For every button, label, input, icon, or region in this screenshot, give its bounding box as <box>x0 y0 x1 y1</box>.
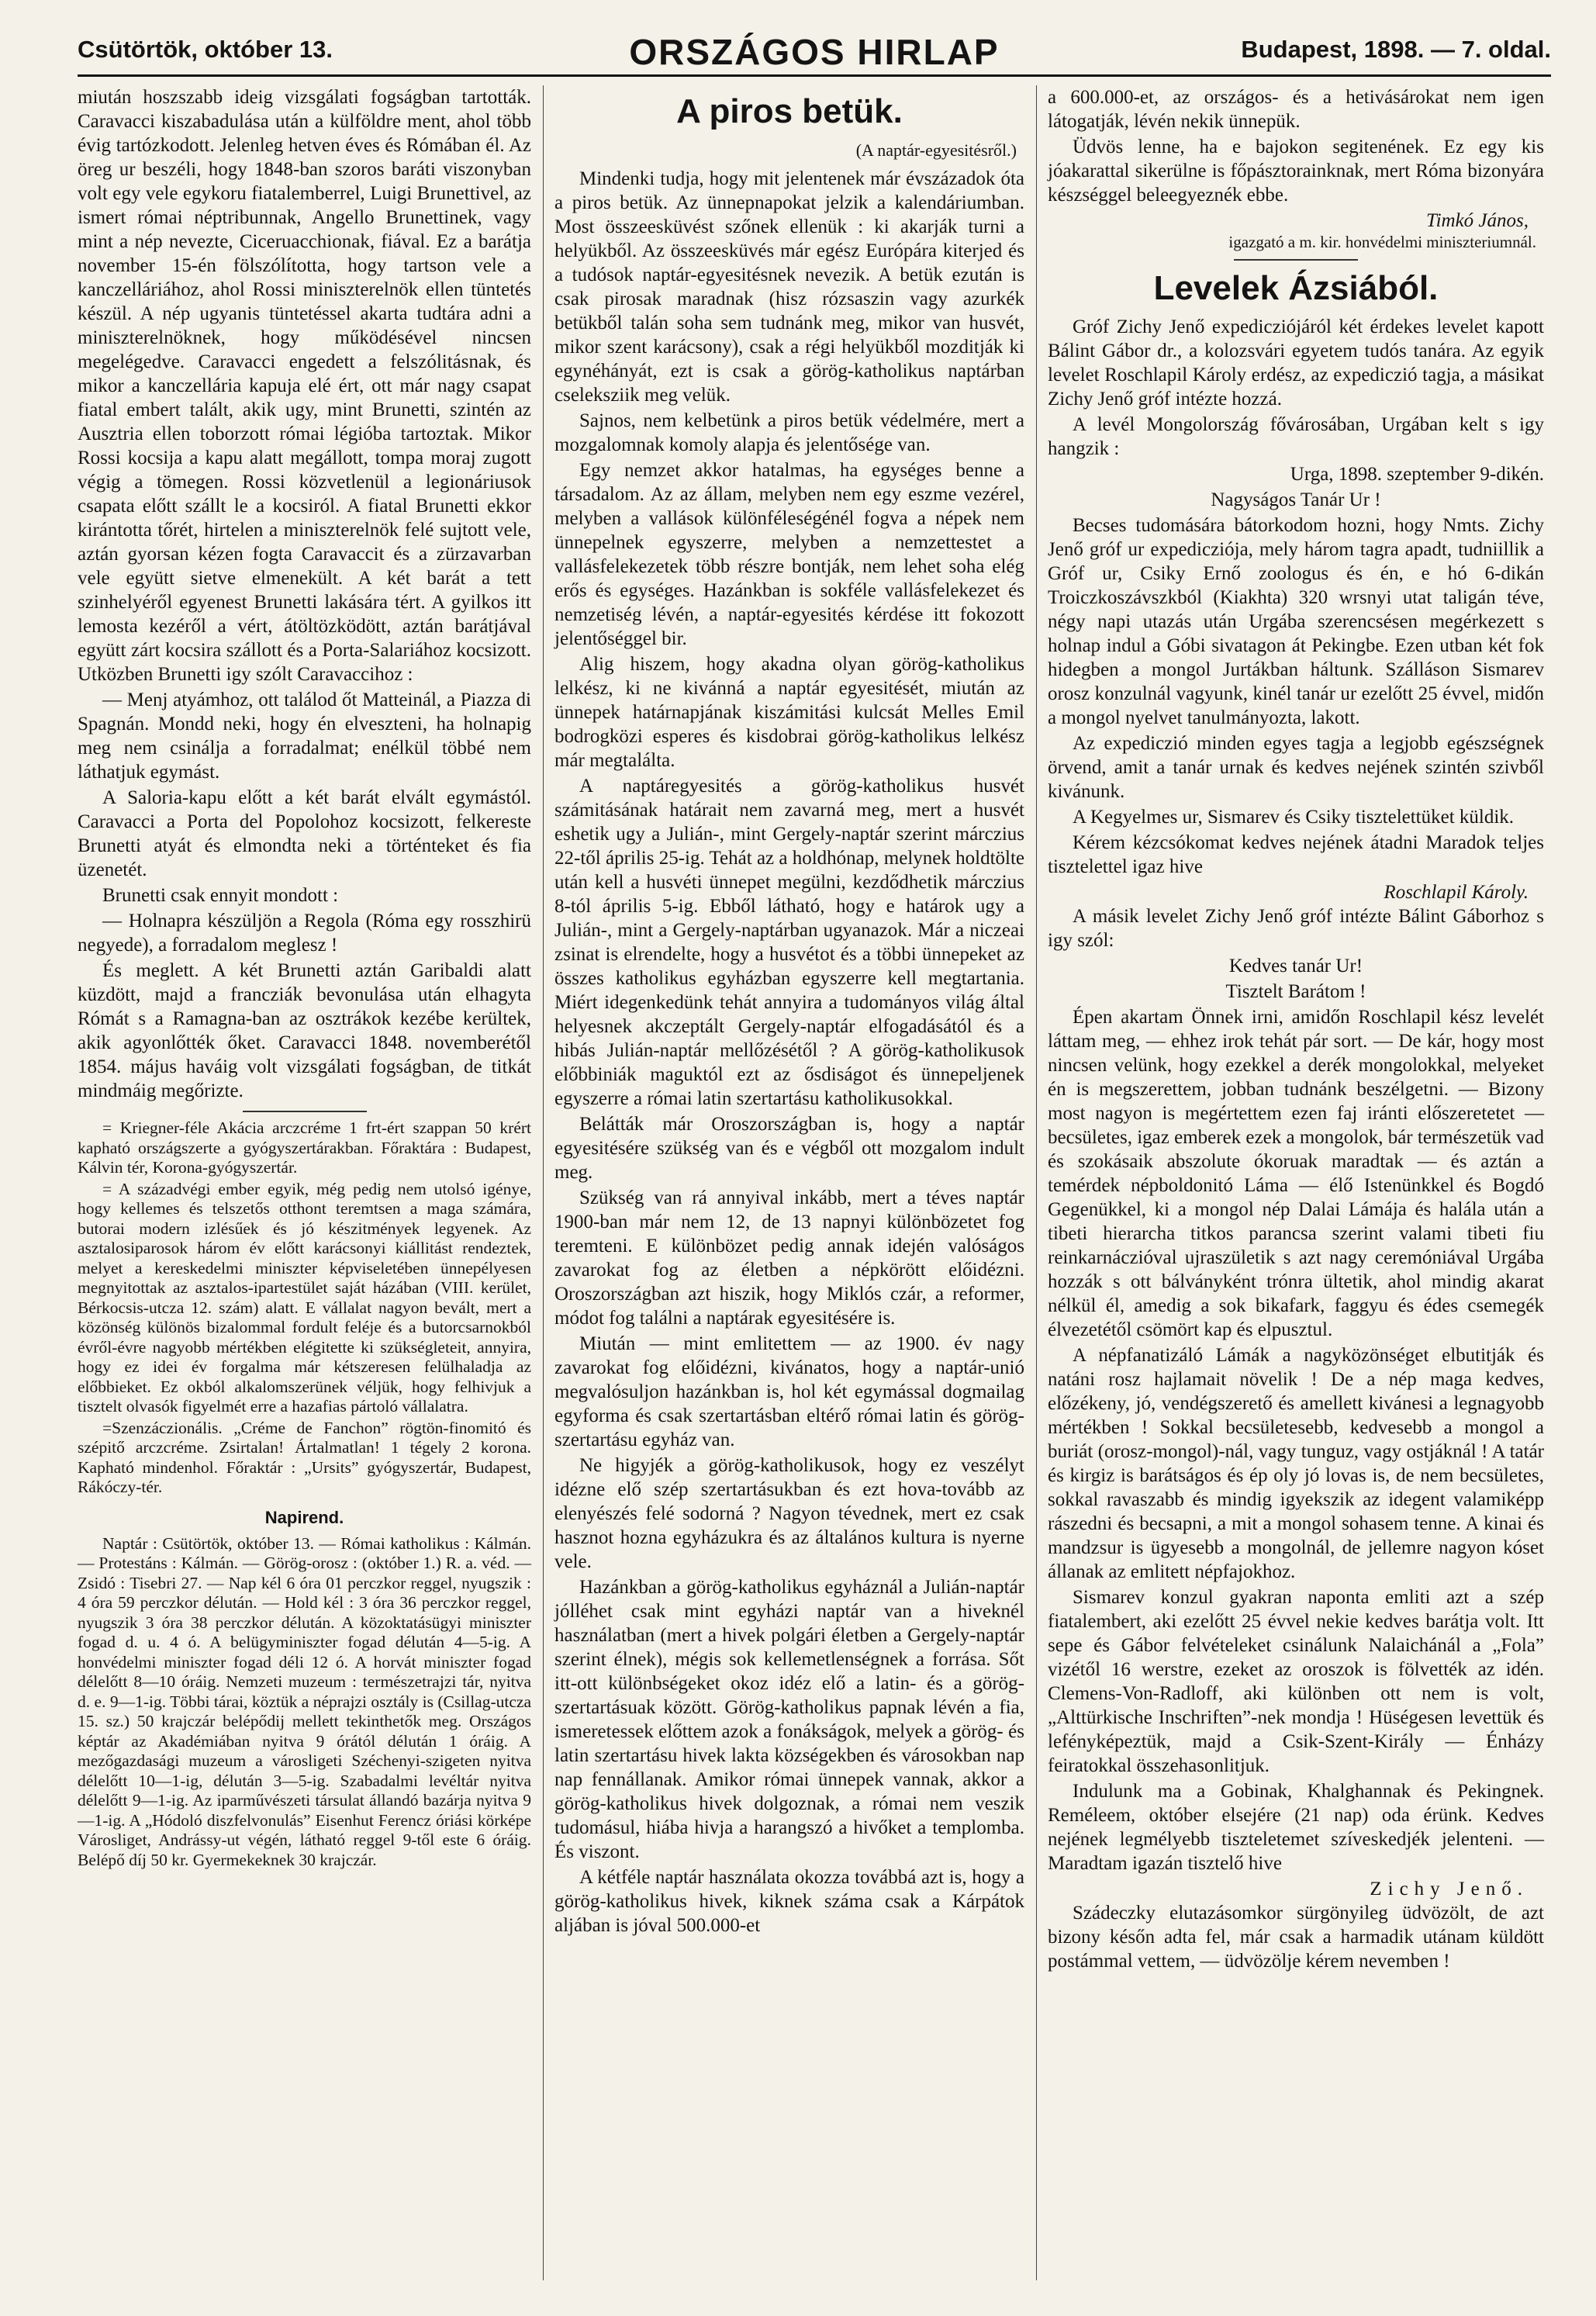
column-3 <box>1048 85 1544 2288</box>
section-heading: Napirend. <box>264 1507 344 1527</box>
article-paragraph: Hazánkban a görög-katholikus egyháznál a Julián-naptár jólléhet csak mint egyházi naptár van a hiveknél használatban (mert a hivek polgári életben a Gergely-naptár szerint élnek), mégis sok kellemetlenségnek a forrása. Sőt itt-ott különbségeket okoz idéz elő a latin- és a görög-szertartásuak között. Görög-katholikus papnak lévén a fia, ismeretessek előttem azok a fonákságok, melyek a görög- és latin szertartásu hivek lakta községekben és városokban nap nap fennállanak. Amikor római ünnepek vannak, akkor a görög-katholikus hivek dolgoznak, a római nem veszik tudomásul, hiába hivja a harangszó a hivőket a templomba. És viszont. <box>554 1577 1024 1862</box>
article-paragraph: a 600.000-et, az országos- és a hetivásárokat nem igen látogatják, lévén nekik ünnepük. <box>1048 87 1544 132</box>
letter-paragraph: A Kegyelmes ur, Sismarev és Csiky tisztelettüket küldik. <box>1073 807 1515 828</box>
header-page-number: Budapest, 1898. — 7. oldal. <box>1241 36 1551 63</box>
article-paragraph: — Holnapra készüljön a Regola (Róma egy rosszhirü negyede), a forradalom meglesz ! <box>78 911 531 956</box>
advertisement: = A századvégi ember egyik, még pedig nem utolsó igénye, hogy kellemes és telszetős otthont teremtsen a maga számára, butorai modern izlésűek és jó készitmények legyenek. Az asztalosiparosok három év előtt karácsonyi kiállitást rendeztek, melyet a kereskedelmi miniszter képviseletében ünnepélyesen megnyitottak az asztalos-ipartestület saját házában (VIII. kerület, Bérkocsis-utcza 12. szám) alatt. E vállalat nagyon bevált, mert a közönség különös bizalommal fordult feléje és a butorcsarnokból évről-évre nagyobb mértékben elégitette ki szükségleteit, annyira, hogy ez idei év forgalma már kétszeresen felülhaladja az előbbieket. Ez okból alkalomszerünek véljük, hogy felhivjuk a tisztelt olvasók figyelmét erre a hazafias pártoló vállalatra. <box>78 1179 531 1416</box>
advertisement: =Szenzáczionális. „Créme de Fanchon” rögtön-finomitó és szépitő arczcréme. Zsirtalan! Ártalmatlan! 1 tégely 2 korona. Kapható mindenhol. Főraktár : „Ursits” gyógyszertár, Budapest, Rákóczy-tér. <box>78 1418 531 1496</box>
article-paragraph: A Saloria-kapu előtt a két barát elvált egymástól. Caravacci a Porta del Popolohoz kocsizott, felkereste Brunetti atyát és elmondta neki a történteket és fia üzenetét. <box>78 787 531 880</box>
letter-dateline: Urga, 1898. szeptember 9-dikén. <box>1290 464 1544 485</box>
column-1 <box>78 85 531 2288</box>
article-paragraph: Brunetti csak ennyit mondott : <box>102 885 339 906</box>
advertisement: = Kriegner-féle Akácia arczcréme 1 frt-ért szappan 50 krért kapható országszerte a gyógyszertárakban. Főraktára : Budapest, Kálvin tér, Korona-gyógyszertár. <box>78 1118 531 1177</box>
column-rule <box>1036 85 1037 2280</box>
article-subtitle: (A naptár-egyesitésről.) <box>855 140 1017 160</box>
article-paragraph: A másik levelet Zichy Jenő gróf intézte Bálint Gáborhoz s igy szól: <box>1048 906 1544 951</box>
letter-salutation: Nagyságos Tanár Ur ! <box>1211 489 1381 510</box>
article-paragraph: Alig hiszem, hogy akadna olyan görög-katholikus lelkész, ki ne kivánná a naptár egyesitését, miután az ünnepek határnapjának kiszámitási kulcsát Melles Emil bodrogközi esperes és kisdobrai görög-katholikus lelkész már megtalálta. <box>554 654 1024 771</box>
column-2 <box>554 85 1024 2288</box>
letter-signature: Roschlapil Károly. <box>1384 882 1529 903</box>
article-paragraph: Miután — mint emlitettem — az 1900. év nagy zavarokat fog előidézni, kivánatos, hogy a naptár-unió megvalósuljon hazánkban is, hol két egymással dogmailag egyforma és csak szertartásban eltérő római latin és görög-szertartásu egyház van. <box>554 1333 1024 1450</box>
agenda-text: Naptár : Csütörtök, október 13. — Római katholikus : Kálmán. — Protestáns : Kálmán. — Görög-orosz : (október 1.) R. a. véd. — Zsidó : Tisebri 27. — Nap kél 6 óra 01 perczkor reggel, nyugszik : 4 óra 59 perczkor délután. — Hold kél : 3 óra 36 perczkor reggel, nyugszik 3 óra 38 perczkor délután. A közoktatásügyi miniszter fogad d. u. 4 ó. A belügyminiszter fogad délután 4—5-ig. A honvédelmi miniszter fogad déli 12 ó. A horvát miniszter fogad délelőtt 8—10 óráig. Nemzeti muzeum : természetrajzi tár, nyitva d. e. 9—1-ig. Többi tárai, köztük a néprajzi osztály is (Csillag-utcza 15. sz.) 50 krajczár belépődij mellett tekinthetők meg. Országos képtár az Akadémiában nyitva 9 órától délután 1 óráig. A mezőgazdasági muzeum a városligeti Széchenyi-szigeten nyitva délelőtt 10—1-ig, délután 3—5-ig. Szabadalmi levéltár nyitva délelőtt 9—1-ig. Az iparművészeti társulat állandó bazárja nyitva 9—1-ig. A „Hódoló diszfelvonulás” Eisenhut Ferencz óriási körképe Városliget, Andrássy-ut végén, látható reggel 9-től este 6 óráig. Belépő díj 50 kr. Gyermekeknek 30 krajczár. <box>78 1533 531 1869</box>
article-paragraph: A levél Mongolország fővárosában, Urgában kelt s igy hangzik : <box>1048 414 1544 459</box>
section-divider <box>243 1111 367 1112</box>
article-paragraph: A kétféle naptár használata okozza továbbá azt is, hogy a görög-katholikus hivek, kiknek száma csak a Kárpátok aljában is jóval 500.000-et <box>554 1867 1024 1936</box>
signature-role: igazgató a m. kir. honvédelmi miniszteriumnál. <box>1228 233 1536 251</box>
article-paragraph: Mindenki tudja, hogy mit jelentenek már évszázadok óta a piros betük. Az ünnepnapokat jelzik a kalendáriumban. Most összeesküvést szőnek ellenük : ki akarják turni a helyükből. Az összeesküvés már egész Európára kiterjed és a tudósok naptár-egyesitésnek nevezik. A betük ezután is csak pirosak maradnak (hisz rózsaszin vagy azurkék betükből talán soha sem tudnánk meg, mikor van husvét, mikor szent karácsony), csak a régi helyükből mozditják ki egynéhányát, ezt is csak a görög-katholikus naptárban cseleksziik meg velük. <box>554 168 1024 406</box>
article-paragraph: Sajnos, nem kelbetünk a piros betük védelmére, mert a mozgalomnak komoly alapja és jelentősége van. <box>554 410 1024 455</box>
letter-paragraph: Sismarev konzul gyakran naponta emliti azt a szép fiatalembert, aki ezelőtt 25 évvel nekie kedves barátja volt. Itt sepe és Gábor felvételeket csinálunk Nalaichánál a „Fola” vizétől 16 werstre, ezeket az oroszok is fölvették az idén. Clemens-Von-Radloff, aki különben ott nem is volt, „Alttürkische Inschriften”-nek mondja ! Hüségesen levettük és lefényképeztük, majd a Csik-Szent-Király — Énházy feiratokkal összehasonlitjuk. <box>1048 1587 1544 1776</box>
article-paragraph: A naptáregyesités a görög-katholikus husvét számitásának határait nem zavarná meg, mert a husvét eshetik ugy a Julián-, mint Gergely-naptár szerint márczius 22-től április 25-ig. Tehát az a holdhónap, melynek holdtölte után kell a husvéti ünnepet megülni, kezdődhetik márczius 8-tól április 5-ig. Ebből látható, hogy e határok ugy a Julián-, mint a Gergely-naptárban ugyanazok. Már a niczeai zsinat is elrendelte, hogy a husvétot és a többi ünnepeket az összes katholikus egyházban egyszerre kell megtartania. Miért idegenkedünk tehát annyira a tudományos világ által helyesnek akczeptált Gergely-naptár elfogadásától és a hibás Julián-naptár mellőzésétől ? A görög-katholikusok előbbiniák maguktól ezt az ősdiságot és ünnepeljenek egyszerre a római latin szertartásu katholikusokkal. <box>554 776 1024 1109</box>
letter-salutation: Tisztelt Barátom ! <box>1225 981 1366 1002</box>
page-header <box>78 5 1551 77</box>
letter-paragraph: Az expediczió minden egyes tagja a legjobb egészségnek örvend, amit a tanár urnak és kedves nejének szintén szivből kivánunk. <box>1048 733 1544 802</box>
newspaper-title: ORSZÁGOS HIRLAP <box>629 32 1000 72</box>
letter-paragraph: Becses tudomására bátorkodom hozni, hogy Nmts. Zichy Jenő gróf ur expedicziója, mely három tagra apadt, tudniillik a Gróf ur, Csiky Ernő zoologus és én, e hó 6-dikán Troiczkoszávszkból (Kiakhta) 320 wrsnyi utat taligán téve, négy napi utazás után Urgába szerencsésen megérkezett s holnap indul a Góbi sivatagon át Pekingbe. Ezen utban két fok hidegben a mongol Jurtákban háltunk. Szálláson Sismarev orosz konzulnál vagyunk, kinél tanár ur ezelőtt 25 évvel, midőn a mongol nyelvet tanulmányozta, lakott. <box>1048 515 1544 728</box>
signature-name: Timkó János, <box>1426 210 1529 231</box>
letter-salutation: Kedves tanár Ur! <box>1228 956 1363 977</box>
letter-paragraph: Kérem kézcsókomat kedves nejének átadni Maradok teljes tisztelettel igaz hive <box>1048 832 1544 877</box>
article-paragraph: Üdvös lenne, ha e bajokon segitenének. Ez egy kis jóakarattal sikerülne is főpásztorainknak, mert Róma bizonyára készséggel beleegyeznék ebbe. <box>1048 137 1544 206</box>
article-paragraph: Szükség van rá annyival inkább, mert a téves naptár 1900-ban már nem 12, de 13 napnyi különbözetet fog teremteni. E különbözet pedig annak idején valóságos zavarokat fog az életben a népkörött előidézni. Oroszországban azt hiszik, hogy Miklós czár, a reformer, módot fog találni a naptárak egyesitésére is. <box>554 1187 1024 1329</box>
article-paragraph: — Menj atyámhoz, ott találod őt Matteinál, a Piazza di Spagnán. Mondd neki, hogy én elveszteni, ha holnapig meg nem csinálja a forradalmat; enélkül többé nem láthatjuk egymást. <box>78 690 531 783</box>
letter-paragraph: Indulunk ma a Gobinak, Khalghannak és Pekingnek. Reméleem, október elsejére (21 nap) oda érünk. Kedves nejének legmélyebb tiszteletemet szíveskedjék jelenteni. — Maradtam igazán tisztelő hive <box>1048 1781 1544 1874</box>
letter-paragraph: Épen akartam Önnek irni, amidőn Roschlapil kész levelét láttam meg, — ehhez irok tehát pár sort. — De kár, hogy most nincsen velünk, hogy ezekkel a derék mongolokkal, melyeket én is megszerettem, jobban tudnánk beszélgetni. — Bizony most nagyon is megértettem ezen faj iránti előszeretetet — becsületes, igaz emberek ezek a mongolok, bár természetük vad és szokásaik abszolute ókoruak maradtak — és aztán a temérdek népboldonitó Láma — élő Istenünkkel és Bogdó Gegenükkel, ki a mongol nép Dalai Lámája és halála után a tibeti hierarcha titkos parancsa szerint valami tibeti fiu reinkarnáczióval ujraszületik s azt nagy ceremóniával Urgába hozzák s ott bálványként trónra ültetik, ahol mindig akarat nélkül él, amedig a sok bikafark, faggyu és édes csemegék élvezetétől csömört kap és elpusztul. <box>1048 1007 1545 1340</box>
article-title: A piros betük. <box>676 92 903 130</box>
article-paragraph: miután hoszszabb ideig vizsgálati fogságban tartották. Caravacci kiszabadulása után a külföldre ment, ahol több évig tartózkodott. Jelenleg hetven éves és Rómában él. Az öreg ur beszéli, hogy 1848-ban szoros baráti viszonyban volt egy vele egykoru fiatalemberrel, Luigi Brunettivel, az ismert római néptribunnak, Angello Brunettinek, vagy mint a nép nevezte, Ciceruacchionak, fiával. Ez a barátja november 15-én fölszólította, hogy tartson vele a kanczelláriához, ahol Rossi miniszterelnök ellen tüntetés készül. A nép ugyanis tüntetéssel akarta tudtára adni a miniszterelnöknek, hogy működésével nincsen megelégedve. Caravacci engedett a felszólitásnak, és mikor a kanczellária kapuja elé ért, ott már nagy csapat fiatal embert talált, akik ugy, mint Brunetti, szintén az Ausztria ellen toborzott római légióba tartoztak. Mikor Rossi kocsija a kapu alatt megállott, tompa moraj zugott végig a tömegen. Rossi közvetlenül a legionáriusok csapata előtt szállt le a kocsiról. A fiatal Brunetti ekkor kirántotta tőrét, hirtelen a miniszterelnök felé sujtott vele, aztán gyorsan kézen fogta Caravaccit és a zürzavarban vele együtt sietve elmenekült. A két barát a tett szinhelyéről egyenest Brunetti lakására tért. A gyilkos itt lemosta kezéről a vért, átöltözködött, aztán barátjával együtt zárt kocsira szállott és a Porta-Salariához kocsizott. Utközben Brunetti igy szólt Caravaccihoz : <box>78 87 531 685</box>
letter-postscript: Szádeczky elutazásomkor sürgönyileg üdvözölt, de azt bizony későn adta fel, már csak a harmadik utánam küldött postámmal vettem, — üdvözölje kérem nevemben ! <box>1048 1903 1544 1972</box>
article-paragraph: Ne higyjék a görög-katholikusok, hogy ez veszélyt idézne elő szép szertartásukban és ezt hova-tovább az elenyészés felé sodorná ? Nagyon tévednek, mert ez csak hasznot hozna egyházukra és az általános kultura is nyerne vele. <box>554 1455 1024 1572</box>
article-paragraph: Gróf Zichy Jenő expedicziójáról két érdekes levelet kapott Bálint Gábor dr., a kolozsvári egyetem tudós tanára. Az egyik levelet Roschlapil Károly erdész, az expediczió tagja, a másikat Zichy Jenő gróf intézte hozzá. <box>1048 316 1544 410</box>
letter-signature: Zichy Jenő. <box>1370 1879 1529 1899</box>
header-date: Csütörtök, október 13. <box>78 36 333 63</box>
column-rule <box>543 85 544 2280</box>
article-paragraph: Egy nemzet akkor hatalmas, ha egységes benne a társadalom. Az az állam, melyben nem egy eszme vezérel, melyben a vallások különféleségénél fogva a népek nem ünnepelnek egyszerre, melyben a nemzettestet a vallásfelekezetek több részre bontják, nem lehet soha elég erős és egységes. Hazánkban is sokféle vallásfelekezet és nemzetiség lévén, a naptár-egyesités kérdése itt fokozott jelentőséggel bir. <box>554 460 1024 649</box>
section-divider <box>1234 259 1358 261</box>
article-paragraph: Belátták már Oroszországban is, hogy a naptár egyesitésére szükség van és e végből ott mozgalom indult meg. <box>554 1114 1024 1183</box>
article-title: Levelek Ázsiából. <box>1153 269 1439 307</box>
article-paragraph: És meglett. A két Brunetti aztán Garibaldi alatt küzdött, majd a francziák bevonulása után elhagyta Rómát s a Ramagna-ban az osztrákok kezébe kerültek, akik agyonlőtték őket. Caravacci 1848. novemberétől 1854. május haváig volt vizsgálati fogságban, de titkát mindmáig megőrizte. <box>78 960 531 1101</box>
letter-paragraph: A népfanatizáló Lámák a nagyközönséget elbutitják és natáni rosz hajlamait növelik ! De a nép maga kedves, előzékeny, jó, vendégszerető és amellett kivánesi a legnagyobb mértékben ! Sokkal becsületesebb, kedvesebb a mongol a buriát (orosz-mongol)-nál, vagy tunguz, vagy ostjáknál ! A tatár és kirgiz is barátságos és ép oly jó lovas is, de nem becsületes, sokkal ravaszabb és mindig igyekszik az idegent valamiképp rászedni és becsapni, a mit a mongol sohasem tenne. A kinai és mandzsur is ügyesebb a mongolnál, de jellemre nagyon kóset állanak az emlitett népfajokhoz. <box>1048 1345 1544 1582</box>
